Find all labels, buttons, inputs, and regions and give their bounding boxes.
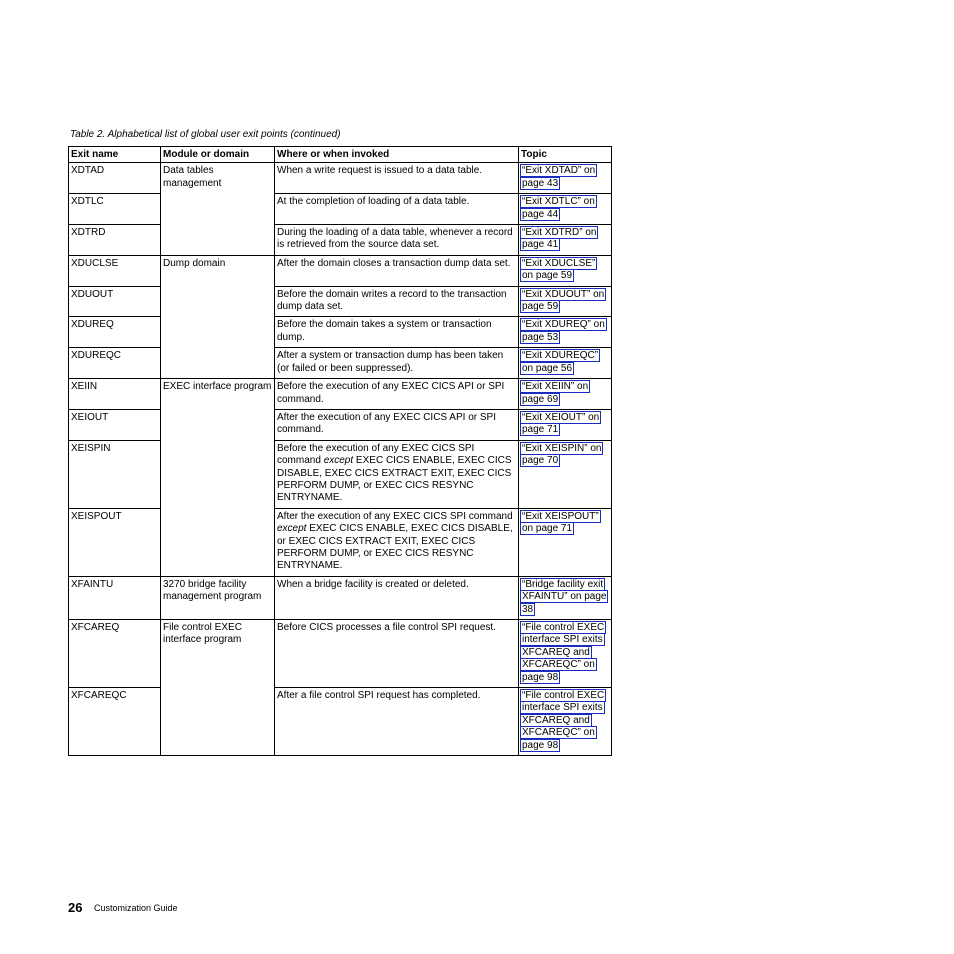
- column-header-topic: Topic: [519, 147, 612, 163]
- module-cell: [161, 194, 275, 225]
- exit-name-cell: XFCAREQC: [69, 688, 161, 756]
- exit-name-cell: XEISPIN: [69, 440, 161, 508]
- exit-name-cell: XDTLC: [69, 194, 161, 225]
- module-cell: [161, 317, 275, 348]
- topic-cell: [519, 440, 612, 508]
- when-invoked-cell: Before the domain writes a record to the transaction dump data set.: [275, 286, 519, 317]
- exit-name-cell: XEIIN: [69, 379, 161, 410]
- when-text-end: EXEC CICS ENABLE, EXEC CICS DISABLE, EXEC CICS EXTRACT EXIT, EXEC CICS PERFORM DUMP, or EXEC CICS RESYNC ENTRYNAME.: [277, 455, 512, 504]
- exit-name-cell: XEISPOUT: [69, 508, 161, 576]
- topic-link[interactable]: “Exit XDUREQC” on page 56: [522, 350, 599, 374]
- topic-link[interactable]: “Exit XDTAD” on page 43: [522, 165, 596, 189]
- topic-cell: [519, 317, 612, 348]
- when-text-end: EXEC CICS ENABLE, EXEC CICS DISABLE, or EXEC CICS EXTRACT EXIT, EXEC CICS PERFORM DUMP, or EXEC CICS RESYNC ENTRYNAME.: [277, 523, 513, 572]
- module-cell: EXEC interface program: [161, 379, 275, 410]
- column-header-module: Module or domain: [161, 147, 275, 163]
- table-row: [69, 255, 612, 286]
- topic-link[interactable]: “Bridge facility exit XFAINTU” on page 38: [522, 578, 607, 615]
- exit-name-cell: XFAINTU: [69, 576, 161, 619]
- when-text-emphasis: except: [323, 455, 354, 467]
- when-invoked-cell: Before the domain takes a system or transaction dump.: [275, 317, 519, 348]
- table-row: [69, 286, 612, 317]
- table-row: [69, 225, 612, 256]
- topic-cell: [519, 576, 612, 619]
- when-text-emphasis: except: [277, 523, 307, 535]
- module-cell: Dump domain: [161, 255, 275, 286]
- topic-cell: [519, 409, 612, 440]
- exit-name-cell: XDUREQC: [69, 348, 161, 379]
- topic-link[interactable]: “Exit XDUCLSE” on page 59: [522, 257, 596, 282]
- when-invoked-cell: [275, 440, 519, 508]
- topic-link[interactable]: “Exit XEIOUT” on page 71: [522, 411, 600, 436]
- exit-name-cell: XDUCLSE: [69, 255, 161, 286]
- table-row: [69, 576, 612, 619]
- table-row: [69, 409, 612, 440]
- module-cell: [161, 348, 275, 379]
- topic-link[interactable]: “Exit XDTLC” on page 44: [522, 196, 595, 220]
- table-row: [69, 348, 612, 379]
- table-row: [69, 317, 612, 348]
- when-invoked-cell: [275, 508, 519, 576]
- topic-cell: [519, 348, 612, 379]
- topic-cell: [519, 688, 612, 756]
- topic-link[interactable]: “File control EXEC interface SPI exits XFCAREQ and XFCAREQC” on page 98: [522, 622, 605, 683]
- table-header-row: [69, 147, 612, 163]
- topic-link[interactable]: “Exit XEISPOUT” on page 71: [522, 510, 599, 535]
- module-cell: [161, 688, 275, 756]
- when-invoked-cell: Before CICS processes a file control SPI request.: [275, 620, 519, 688]
- when-invoked-cell: Before the execution of any EXEC CICS API or SPI command.: [275, 379, 519, 410]
- table-row: [69, 194, 612, 225]
- footer-book-title: Customization Guide: [94, 903, 178, 913]
- when-invoked-cell: After the execution of any EXEC CICS API or SPI command.: [275, 409, 519, 440]
- topic-cell: [519, 163, 612, 194]
- table-row: [69, 163, 612, 194]
- table-caption: Table 2. Alphabetical list of global user exit points (continued): [70, 129, 341, 140]
- topic-cell: [519, 225, 612, 256]
- topic-cell: [519, 379, 612, 410]
- global-user-exit-table: [68, 146, 612, 756]
- module-cell: File control EXEC interface program: [161, 620, 275, 688]
- module-cell: Data tables management: [161, 163, 275, 194]
- table-row: [69, 688, 612, 756]
- topic-link[interactable]: “Exit XDUREQ” on page 53: [522, 319, 605, 343]
- topic-cell: [519, 508, 612, 576]
- exit-name-cell: XEIOUT: [69, 409, 161, 440]
- table-row: [69, 620, 612, 688]
- column-header-when-invoked: Where or when invoked: [275, 147, 519, 163]
- when-invoked-cell: When a bridge facility is created or deleted.: [275, 576, 519, 619]
- table-row: [69, 379, 612, 410]
- topic-cell: [519, 620, 612, 688]
- when-invoked-cell: At the completion of loading of a data table.: [275, 194, 519, 225]
- module-cell: 3270 bridge facility management program: [161, 576, 275, 619]
- module-cell: [161, 440, 275, 508]
- exit-name-cell: XDTAD: [69, 163, 161, 194]
- exit-name-cell: XDUREQ: [69, 317, 161, 348]
- topic-link[interactable]: “Exit XDUOUT” on page 59: [522, 288, 605, 313]
- module-cell: [161, 286, 275, 317]
- module-cell: [161, 409, 275, 440]
- topic-cell: [519, 194, 612, 225]
- when-text-start: Before the execution of any EXEC CICS SPI command: [277, 442, 475, 467]
- page-number: 26: [68, 900, 83, 915]
- module-cell: [161, 508, 275, 576]
- module-cell: [161, 225, 275, 256]
- topic-link[interactable]: “File control EXEC interface SPI exits XFCAREQ and XFCAREQC” on page 98: [522, 690, 605, 751]
- table-row: [69, 508, 612, 576]
- exit-name-cell: XFCAREQ: [69, 620, 161, 688]
- when-invoked-cell: After a system or transaction dump has been taken (or failed or been suppressed).: [275, 348, 519, 379]
- when-invoked-cell: When a write request is issued to a data table.: [275, 163, 519, 194]
- topic-cell: [519, 255, 612, 286]
- topic-link[interactable]: “Exit XEIIN” on page 69: [522, 381, 589, 405]
- when-invoked-cell: During the loading of a data table, whenever a record is retrieved from the source data set.: [275, 225, 519, 256]
- table-row: [69, 440, 612, 508]
- topic-link[interactable]: “Exit XEISPIN” on page 70: [522, 442, 602, 467]
- exit-name-cell: XDTRD: [69, 225, 161, 256]
- topic-cell: [519, 286, 612, 317]
- when-invoked-cell: After the domain closes a transaction dump data set.: [275, 255, 519, 286]
- when-text-start: After the execution of any EXEC CICS SPI command: [277, 510, 513, 522]
- exit-name-cell: XDUOUT: [69, 286, 161, 317]
- column-header-exit-name: Exit name: [69, 147, 161, 163]
- when-invoked-cell: After a file control SPI request has completed.: [275, 688, 519, 756]
- topic-link[interactable]: “Exit XDTRD” on page 41: [522, 227, 597, 251]
